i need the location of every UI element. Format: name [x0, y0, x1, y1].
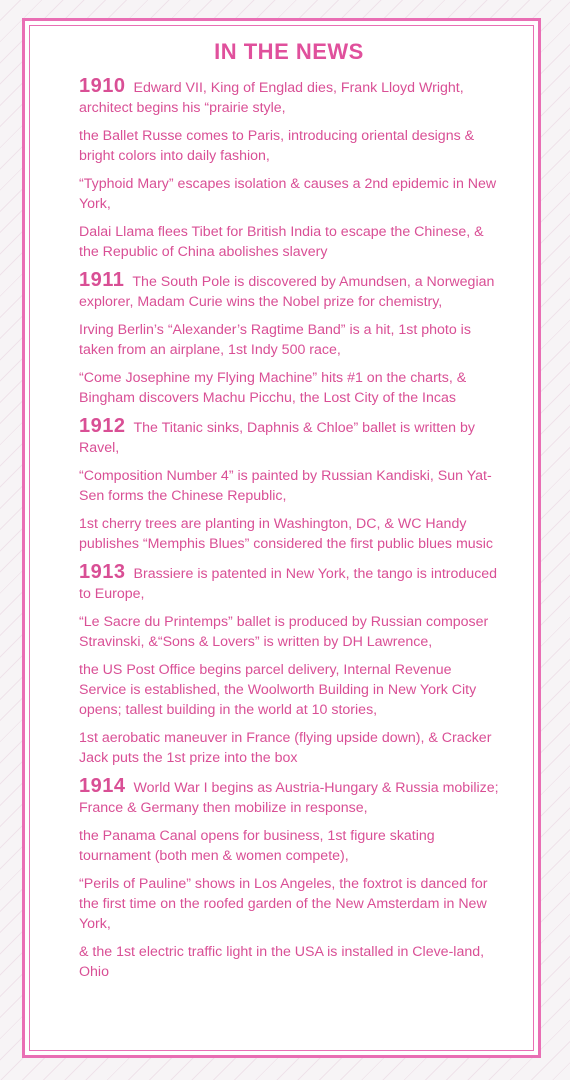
- news-text: Edward VII, King of Englad dies, Frank Lloyd Wright, architect begins his “prairie style,: [79, 80, 464, 116]
- year-label: 1912: [79, 415, 126, 437]
- news-text: World War I begins as Austria-Hungary & Russia mobilize; France & Germany then mobilize in response,: [79, 780, 499, 816]
- year-label: 1914: [79, 775, 126, 797]
- news-item: [79, 942, 499, 982]
- news-item: [79, 416, 499, 458]
- news-item: [79, 222, 499, 262]
- news-text: The South Pole is discovered by Amundsen, a Norwegian explorer, Madam Curie wins the Nobel prize for chemistry,: [79, 274, 495, 310]
- page-title: IN THE NEWS: [214, 39, 364, 64]
- news-item: [79, 174, 499, 214]
- news-item: [79, 660, 499, 720]
- news-item: [79, 126, 499, 166]
- news-text: Dalai Llama flees Tibet for British India to escape the Chinese, & the Republic of China abolishes slavery: [79, 224, 484, 260]
- news-item: [79, 612, 499, 652]
- news-list: [79, 76, 499, 982]
- news-text: Brassiere is patented in New York, the tango is introduced to Europe,: [79, 566, 498, 602]
- news-item: [79, 728, 499, 768]
- year-label: 1911: [79, 269, 125, 291]
- news-item: [79, 826, 499, 866]
- year-label: 1913: [79, 561, 126, 583]
- news-text: “Typhoid Mary” escapes isolation & causes a 2nd epidemic in New York,: [79, 176, 497, 212]
- news-panel: [22, 18, 541, 1058]
- news-text: “Come Josephine my Flying Machine” hits #1 on the charts, & Bingham discovers Machu Picchu, the Lost City of the Incas: [79, 370, 467, 406]
- news-text: “Perils of Pauline” shows in Los Angeles, the foxtrot is danced for the first time on the roofed garden of the New Amsterdam in New York,: [79, 876, 488, 932]
- news-item: [79, 776, 499, 818]
- news-item: [79, 320, 499, 360]
- news-content: [79, 36, 499, 990]
- news-item: [79, 270, 499, 312]
- news-text: “Le Sacre du Printemps” ballet is produced by Russian composer Stravinski, &“Sons & Lovers” is written by DH Lawrence,: [79, 614, 489, 650]
- news-text: 1st cherry trees are planting in Washington, DC, & WC Handy publishes “Memphis Blues” considered the first public blues music: [79, 516, 493, 552]
- news-text: 1st aerobatic maneuver in France (flying upside down), & Cracker Jack puts the 1st prize into the box: [79, 730, 492, 766]
- news-item: [79, 368, 499, 408]
- news-text: & the 1st electric traffic light in the USA is installed in Cleve-land, Ohio: [79, 944, 485, 980]
- year-label: 1910: [79, 75, 126, 97]
- news-text: the Panama Canal opens for business, 1st figure skating tournament (both men & women compete),: [79, 828, 435, 864]
- news-item: [79, 76, 499, 118]
- news-item: [79, 514, 499, 554]
- news-text: the Ballet Russe comes to Paris, introducing oriental designs & bright colors into daily fashion,: [79, 128, 475, 164]
- news-item: [79, 562, 499, 604]
- news-item: [79, 466, 499, 506]
- news-text: The Titanic sinks, Daphnis & Chloe” ballet is written by Ravel,: [79, 420, 475, 456]
- news-text: “Composition Number 4” is painted by Russian Kandiski, Sun Yat-Sen forms the Chinese Republic,: [79, 468, 492, 504]
- news-text: the US Post Office begins parcel delivery, Internal Revenue Service is established, the Woolworth Building in New York City opens; tallest building in the world at 10 stories,: [79, 662, 477, 718]
- news-text: Irving Berlin’s “Alexander’s Ragtime Band” is a hit, 1st photo is taken from an airplane, 1st Indy 500 race,: [79, 322, 471, 358]
- news-item: [79, 874, 499, 934]
